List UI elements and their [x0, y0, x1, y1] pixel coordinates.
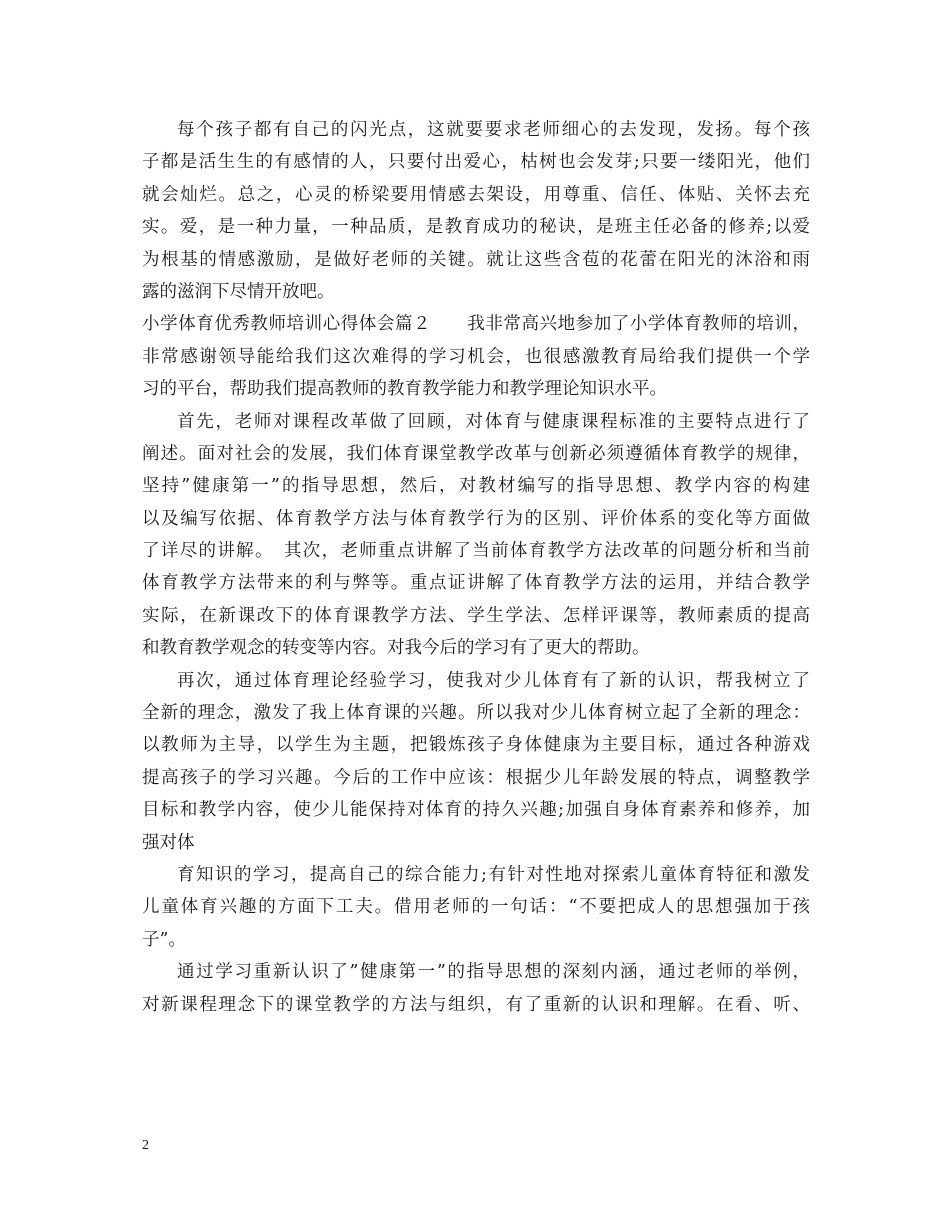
text-line: 提高孩子的学习兴趣。今后的工作中应该：根据少儿年龄发展的特点，调整教学 — [142, 767, 810, 788]
text-line: 强对体 — [142, 832, 195, 853]
text-line: 子都是活生生的有感情的人，只要付出爱心，枯树也会发芽;只要一缕阳光，他们 — [142, 152, 810, 173]
text-line: 育知识的学习，提高自己的综合能力;有针对性地对探索儿童体育特征和激发 — [177, 864, 810, 885]
text-line: 和教育教学观念的转变等内容。对我今后的学习有了更大的帮助。 — [142, 638, 650, 659]
text-line: 阐述。面对社会的发展，我们体育课堂教学改革与创新必须遵循体育教学的规律， — [142, 443, 810, 464]
text-line: 实。爱，是一种力量，一种品质，是教育成功的秘诀，是班主任必备的修养;以爱 — [142, 217, 810, 238]
text-line: 每个孩子都有自己的闪光点，这就要要求老师细心的去发现，发扬。每个孩 — [177, 120, 810, 140]
page-number: 2 — [142, 1138, 149, 1153]
text-line: 露的滋润下尽情开放吧。 — [142, 281, 335, 302]
text-line: 实际，在新课改下的体育课教学方法、学生学法、怎样评课等，教师素质的提高 — [142, 605, 810, 626]
text-line: 习的平台，帮助我们提高教师的教育教学能力和教学理论知识水平。 — [142, 379, 667, 400]
text-line: 坚持”健康第一”的指导思想，然后，对教材编写的指导思想、教学内容的构建 — [142, 476, 810, 497]
text-line: 通过学习重新认识了”健康第一”的指导思想的深刻内涵，通过老师的举例， — [177, 962, 810, 983]
text-line: 以教师为主导，以学生为主题，把锻炼孩子身体健康为主要目标，通过各种游戏 — [142, 735, 810, 756]
text-line: 目标和教学内容，使少儿能保持对体育的持久兴趣;加强自身体育素养和修养，加 — [142, 800, 810, 821]
text-line: 再次，通过体育理论经验学习，使我对少儿体育有了新的认识，帮我树立了 — [177, 670, 810, 691]
text-line: 以及编写依据、体育教学方法与体育教学行为的区别、评价体系的变化等方面做 — [142, 508, 810, 529]
text-line: 为根基的情感激励，是做好老师的关键。就让这些含苞的花蕾在阳光的沐浴和雨 — [142, 249, 810, 270]
text-line: 了详尽的讲解。 其次，老师重点讲解了当前体育教学方法改革的问题分析和当前 — [142, 541, 810, 562]
text-line: 全新的理念，激发了我上体育课的兴趣。所以我对少儿体育树立起了全新的理念： — [142, 703, 810, 724]
text-line: 非常感谢领导能给我们这次难得的学习机会，也很感激教育局给我们提供一个学 — [142, 346, 810, 367]
text-line: 首先，老师对课程改革做了回顾，对体育与健康课程标准的主要特点进行了 — [177, 411, 810, 432]
text-line: 就会灿烂。总之，心灵的桥梁要用情感去架设，用尊重、信任、体贴、关怀去充 — [142, 184, 810, 205]
text-line: 儿童体育兴趣的方面下工夫。借用老师的一句话：“不要把成人的思想强加于孩 — [142, 897, 810, 918]
document-body — [142, 114, 810, 1021]
text-line: 对新课程理念下的课堂教学的方法与组织，有了重新的认识和理解。在看、听、 — [142, 994, 810, 1015]
text-line: 小学体育优秀教师培训心得体会篇２ 我非常高兴地参加了小学体育教师的培训， — [142, 314, 810, 335]
text-line: 子”。 — [142, 929, 186, 950]
text-line: 体育教学方法带来的利与弊等。重点证讲解了体育教学方法的运用，并结合教学 — [142, 573, 810, 594]
